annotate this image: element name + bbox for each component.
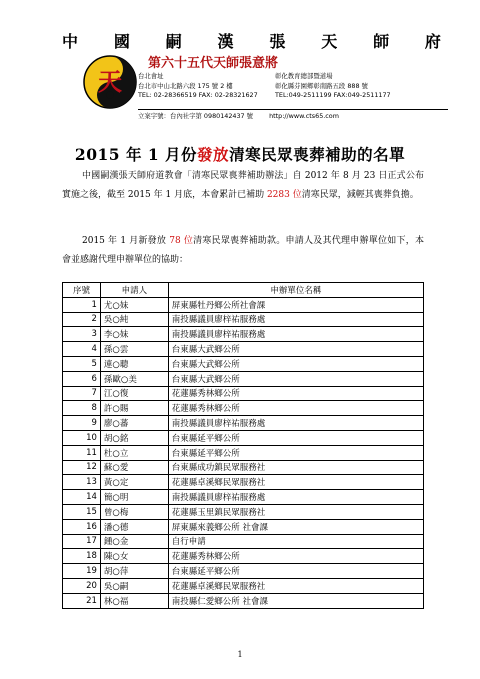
applicant-name: 簡○明 — [100, 490, 168, 505]
applicant-name: 杜○立 — [100, 445, 168, 460]
row-number: 15 — [63, 504, 101, 519]
applicant-name: 鍾○金 — [100, 534, 168, 549]
row-number: 5 — [63, 356, 101, 371]
applicant-name: 吳○嗣 — [100, 578, 168, 593]
agency-name: 屏東縣來義鄉公所 社會課 — [168, 519, 423, 534]
applicant-name: 陳○女 — [100, 549, 168, 564]
applicant-name: 黃○定 — [100, 475, 168, 490]
org-line: TEL: 02-28366519 FAX: 02-28321627 — [138, 91, 258, 99]
row-number: 6 — [63, 371, 101, 386]
para-text: 清寒民眾，減輕其喪葬負擔。 — [301, 190, 419, 200]
row-number: 8 — [63, 401, 101, 416]
applicant-name: 尤○妹 — [100, 297, 168, 312]
applicant-name: 孫歐○美 — [100, 371, 168, 386]
row-number: 10 — [63, 430, 101, 445]
agency-name: 台東縣延平鄉公所 — [168, 430, 423, 445]
title-char: 師 — [373, 32, 391, 51]
applicant-name: 李○妹 — [100, 327, 168, 342]
row-number: 16 — [63, 519, 101, 534]
title-char: 府 — [424, 32, 442, 51]
title-prefix: 2015 年 1 月份 — [74, 145, 198, 164]
col-header-number: 序號 — [63, 283, 101, 298]
row-number: 13 — [63, 475, 101, 490]
registration-number: 立案字號：台內社字第 0980142437 號 — [138, 112, 254, 120]
agency-name: 台東縣成功鎮民眾服務社 — [168, 460, 423, 475]
agency-name: 自行申請 — [168, 534, 423, 549]
table-row — [63, 490, 424, 505]
january-paragraph — [62, 232, 424, 270]
agency-name: 花蓮縣玉里鎮民眾服務社 — [168, 504, 423, 519]
table-row — [63, 549, 424, 564]
applicant-name: 連○聰 — [100, 356, 168, 371]
row-number: 12 — [63, 460, 101, 475]
agency-name: 花蓮縣卓溪鄉民眾服務社 — [168, 578, 423, 593]
table-row — [63, 297, 424, 312]
row-number: 9 — [63, 416, 101, 431]
taipei-office-info — [138, 72, 258, 101]
table-row — [63, 475, 424, 490]
applicant-name: 吳○純 — [100, 312, 168, 327]
title-char: 張 — [269, 32, 287, 51]
agency-name: 南投縣議員廖梓祐服務處 — [168, 416, 423, 431]
row-number: 3 — [63, 327, 101, 342]
org-line: 彰化教育總部暨道場 — [275, 72, 333, 80]
applicant-name: 許○賜 — [100, 401, 168, 416]
table-row — [63, 504, 424, 519]
agency-name: 花蓮縣秀林鄉公所 — [168, 549, 423, 564]
total-count: 2283 位 — [266, 190, 302, 200]
para-text: 清寒民眾喪葬補助款。申請人及其代理申辦單位如下，本會並感謝代理申辦單位的協助： — [62, 236, 424, 265]
table-row — [63, 593, 424, 608]
table-row — [63, 356, 424, 371]
agency-name: 南投縣仁愛鄉公所 社會課 — [168, 593, 423, 608]
applicant-name: 胡○銘 — [100, 430, 168, 445]
applicant-name: 林○福 — [100, 593, 168, 608]
row-number: 2 — [63, 312, 101, 327]
table-row — [63, 578, 424, 593]
agency-name: 花蓮縣卓溪鄉民眾服務社 — [168, 475, 423, 490]
table-row — [63, 416, 424, 431]
agency-name: 台東縣大武鄉公所 — [168, 342, 423, 357]
org-line: 彰化縣芬園鄉彰南路五段 888 號 — [275, 81, 368, 90]
agency-name: 南投縣議員廖梓祐服務處 — [168, 490, 423, 505]
title-char: 漢 — [217, 32, 235, 51]
document-title — [0, 143, 480, 165]
table-row — [63, 564, 424, 579]
agency-name: 花蓮縣秀林鄉公所 — [168, 401, 423, 416]
applicant-name: 胡○萍 — [100, 564, 168, 579]
org-line: 台北會址 — [138, 72, 164, 80]
table-row — [63, 430, 424, 445]
row-number: 21 — [63, 593, 101, 608]
row-number: 11 — [63, 445, 101, 460]
col-header-agency: 申辦單位名稱 — [168, 283, 423, 298]
title-emphasis: 發放 — [197, 145, 230, 164]
row-number: 4 — [63, 342, 101, 357]
agency-name: 南投縣議員廖梓祐服務處 — [168, 312, 423, 327]
table-row — [63, 401, 424, 416]
applicant-name: 蘇○愛 — [100, 460, 168, 475]
table-row — [63, 312, 424, 327]
applicant-name: 廖○蕃 — [100, 416, 168, 431]
table-row — [63, 386, 424, 401]
month-count: 78 位 — [169, 236, 194, 246]
para-text: 2015 年 1 月新發放 — [82, 236, 170, 246]
title-char: 天 — [321, 32, 339, 51]
applicant-name: 江○復 — [100, 386, 168, 401]
row-number: 20 — [63, 578, 101, 593]
yin-yang-logo-icon — [82, 54, 138, 110]
table-row — [63, 342, 424, 357]
header-subtitle: 第六十五代天師張意將 — [148, 56, 279, 71]
applicant-name: 曾○梅 — [100, 504, 168, 519]
agency-name: 台東縣延平鄉公所 — [168, 445, 423, 460]
agency-name: 台東縣大武鄉公所 — [168, 371, 423, 386]
table-header-row — [63, 283, 424, 298]
title-char: 嗣 — [165, 32, 183, 51]
table-row — [63, 460, 424, 475]
organization-name — [62, 29, 442, 52]
intro-paragraph — [62, 167, 424, 205]
table-row — [63, 371, 424, 386]
table-row — [63, 445, 424, 460]
applicant-name: 潘○德 — [100, 519, 168, 534]
website-link[interactable]: http://www.cts65.com — [269, 112, 339, 120]
recipient-table — [62, 282, 424, 609]
applicant-name: 孫○雲 — [100, 342, 168, 357]
agency-name: 台東縣延平鄉公所 — [168, 564, 423, 579]
table-row — [63, 327, 424, 342]
logo-char: 天 — [98, 67, 122, 96]
header-divider — [138, 109, 448, 110]
title-char: 國 — [113, 32, 131, 51]
org-line: 台北市中山北路六段 175 號 2 樓 — [138, 81, 233, 90]
page-number: 1 — [237, 650, 243, 659]
agency-name: 台東縣大武鄉公所 — [168, 356, 423, 371]
changhua-hq-info — [275, 72, 391, 101]
para-text: 中國嗣漢張天師府道教會「清寒民眾喪葬補助辦法」自 2012 年 8 月 23 日正式公布實施之後，截至 2015 年 1 月底，本會累計已補助 — [62, 171, 424, 200]
row-number: 7 — [63, 386, 101, 401]
title-char: 中 — [62, 32, 80, 51]
table-row — [63, 534, 424, 549]
agency-name: 屏東縣牡丹鄉公所社會課 — [168, 297, 423, 312]
row-number: 17 — [63, 534, 101, 549]
col-header-applicant: 申請人 — [100, 283, 168, 298]
row-number: 18 — [63, 549, 101, 564]
table-row — [63, 519, 424, 534]
org-line: TEL:049-2511199 FAX:049-2511177 — [275, 91, 391, 99]
row-number: 1 — [63, 297, 101, 312]
row-number: 19 — [63, 564, 101, 579]
agency-name: 南投縣議員廖梓祐服務處 — [168, 327, 423, 342]
title-suffix: 清寒民眾喪葬補助的名單 — [229, 145, 406, 164]
agency-name: 花蓮縣秀林鄉公所 — [168, 386, 423, 401]
registration-line — [138, 111, 339, 120]
row-number: 14 — [63, 490, 101, 505]
